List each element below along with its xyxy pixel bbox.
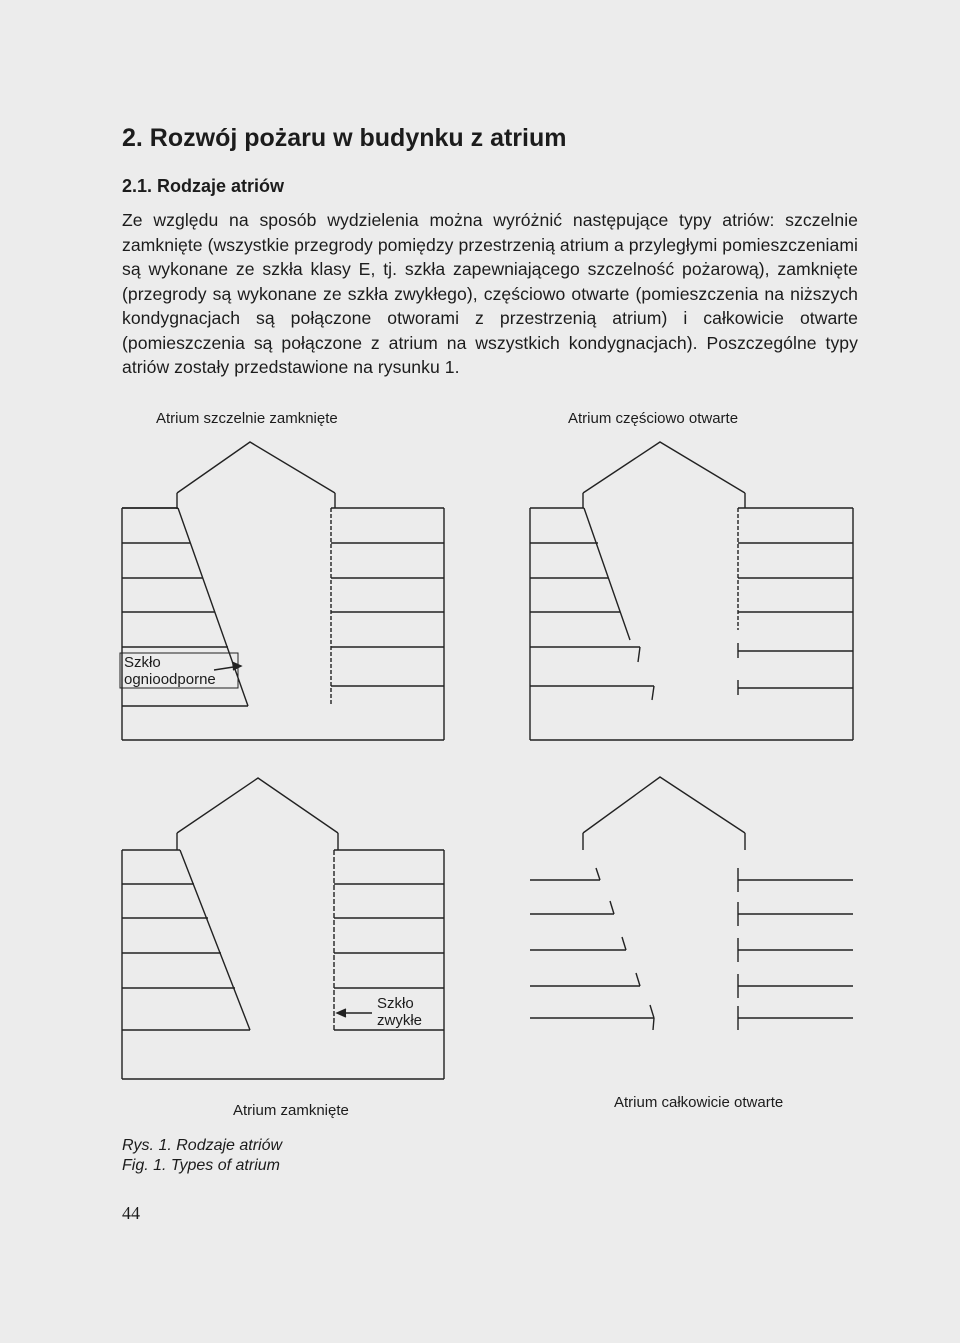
diagram-closed-atrium bbox=[122, 778, 444, 1079]
label-closed-atrium: Atrium zamknięte bbox=[233, 1102, 349, 1119]
label-partially-open-atrium: Atrium częściowo otwarte bbox=[568, 410, 739, 427]
label-sealed-atrium: Atrium szczelnie zamknięte bbox=[156, 410, 338, 427]
figure-caption-polish: Rys. 1. Rodzaje atriów bbox=[122, 1137, 283, 1154]
page-number: 44 bbox=[122, 1203, 140, 1223]
figure-caption-english: Fig. 1. Types of atrium bbox=[122, 1157, 280, 1174]
annotation-fire-glass: Szkło ognioodporne bbox=[124, 654, 216, 688]
diagram-partially-open-atrium bbox=[530, 442, 853, 740]
body-paragraph: Ze względu na sposób wydzielenia można wyróżnić następujące typy atriów: szczelnie zamknięte (wszystkie przegrody pomiędzy przestrzenią atrium a przyległymi pomieszczeniami są wykonane ze szkła klasy E, tj. szkła zapewniającego szczelność pożarową), zamknięte (przegrody są wykonane ze szkła zwykłego), częściowo otwarte (pomieszczenia na niższych kondygnacjach są połączone otworami z przestrzenią atrium) i całkowicie otwarte (pomieszczenia są połączone z atrium na wszystkich kondygnacjach). Poszczególne typy atriów zostały przedstawione na rysunku 1. bbox=[122, 210, 858, 377]
subsection-heading: 2.1. Rodzaje atriów bbox=[122, 176, 285, 196]
annotation-plain-glass: Szkło zwykłe bbox=[377, 995, 423, 1029]
diagram-sealed-atrium bbox=[120, 442, 444, 740]
section-heading: 2. Rozwój pożaru w budynku z atrium bbox=[122, 124, 567, 152]
diagram-fully-open-atrium bbox=[530, 777, 853, 1030]
label-fully-open-atrium: Atrium całkowicie otwarte bbox=[614, 1094, 784, 1111]
